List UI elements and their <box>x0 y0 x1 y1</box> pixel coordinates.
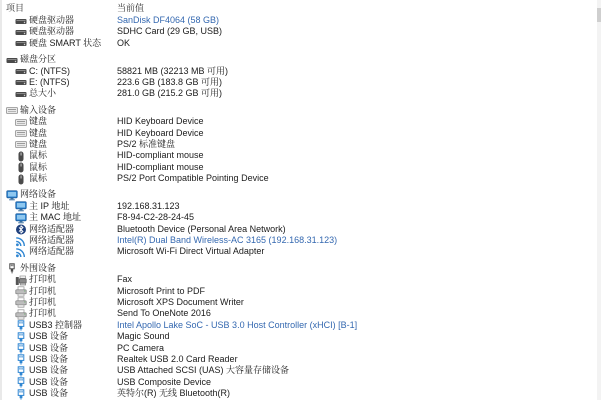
fax-icon <box>15 275 27 286</box>
device-label: 网络适配器 <box>29 235 75 246</box>
section-header-row[interactable] <box>2 263 597 274</box>
device-label: 打印机 <box>29 296 57 307</box>
device-row[interactable] <box>2 235 597 246</box>
hdd-icon <box>15 77 27 88</box>
hdd-icon <box>15 16 27 27</box>
monitor-icon <box>15 201 27 212</box>
device-value: F8-94-C2-28-24-45 <box>117 212 195 223</box>
device-label: USB 设备 <box>29 331 69 342</box>
device-value: Send To OneNote 2016 <box>117 308 211 319</box>
monitor-icon <box>6 190 18 201</box>
device-row[interactable] <box>2 377 597 388</box>
device-value: USB Attached SCSI (UAS) 大容量存储设备 <box>117 365 290 376</box>
device-label: USB 设备 <box>29 388 69 399</box>
device-row[interactable] <box>2 365 597 376</box>
wireless-icon <box>15 236 27 247</box>
device-label: USB 设备 <box>29 376 69 387</box>
hdd-icon <box>15 89 27 100</box>
device-row[interactable] <box>2 26 597 37</box>
device-row[interactable] <box>2 308 597 319</box>
device-value-link[interactable]: SanDisk DF4064 (58 GB) <box>117 15 220 25</box>
device-section <box>2 263 597 400</box>
hdd-icon <box>15 27 27 38</box>
keyboard-icon <box>6 105 18 116</box>
device-label: C: (NTFS) <box>29 65 70 76</box>
wireless-icon <box>15 247 27 258</box>
device-label: 打印机 <box>29 285 57 296</box>
mouse-icon <box>15 162 27 173</box>
scrollbar-thumb[interactable] <box>597 8 601 22</box>
device-value: PS/2 标准键盘 <box>117 138 176 149</box>
device-value: 英特尔(R) 无线 Bluetooth(R) <box>117 388 231 399</box>
section-title: 网络设备 <box>20 189 57 200</box>
device-row[interactable] <box>2 173 597 184</box>
usb-icon <box>15 354 27 365</box>
device-label: 硬盘驱动器 <box>29 26 75 37</box>
device-section <box>2 189 597 257</box>
device-row[interactable] <box>2 388 597 399</box>
device-value: USB Composite Device <box>117 376 212 387</box>
device-value: HID Keyboard Device <box>117 116 204 127</box>
device-label: USB3 控制器 <box>29 319 83 330</box>
usb-icon <box>15 389 27 400</box>
device-label: 硬盘驱动器 <box>29 15 75 25</box>
section-header-row[interactable] <box>2 54 597 65</box>
device-value: HID Keyboard Device <box>117 127 204 138</box>
column-header-row <box>2 2 597 14</box>
device-value: HID-compliant mouse <box>117 161 204 172</box>
device-label: 鼠标 <box>29 173 48 184</box>
printer-icon <box>15 286 27 297</box>
device-label: USB 设备 <box>29 342 69 353</box>
monitor-icon <box>15 213 27 224</box>
device-row[interactable] <box>2 212 597 223</box>
device-value-link[interactable]: Intel Apollo Lake SoC - USB 3.0 Host Controller (xHCI) [B-1] <box>117 319 358 330</box>
keyboard-icon <box>15 117 27 128</box>
device-row[interactable] <box>2 116 597 127</box>
device-value: 223.6 GB (183.8 GB 可用) <box>117 76 223 87</box>
device-section <box>2 15 597 49</box>
device-label: 打印机 <box>29 308 57 319</box>
device-row[interactable] <box>2 77 597 88</box>
device-row[interactable] <box>2 297 597 308</box>
device-value: 58821 MB (32213 MB 可用) <box>117 65 229 76</box>
device-value: HID-compliant mouse <box>117 150 204 161</box>
usb-icon <box>15 332 27 343</box>
device-row[interactable] <box>2 66 597 77</box>
device-row[interactable] <box>2 354 597 365</box>
device-report <box>2 0 597 400</box>
usb-icon <box>15 377 27 388</box>
device-value: Microsoft Print to PDF <box>117 285 206 296</box>
device-label: 鼠标 <box>29 150 48 161</box>
device-label: 打印机 <box>29 274 57 285</box>
device-row[interactable] <box>2 246 597 257</box>
device-row[interactable] <box>2 331 597 342</box>
device-row[interactable] <box>2 15 597 26</box>
device-section <box>2 105 597 185</box>
device-label: 网络适配器 <box>29 223 75 234</box>
device-row[interactable] <box>2 274 597 285</box>
device-value: Bluetooth Device (Personal Area Network) <box>117 223 286 234</box>
device-label: USB 设备 <box>29 365 69 376</box>
device-row[interactable] <box>2 201 597 212</box>
bluetooth-icon <box>15 224 27 235</box>
plug-icon <box>6 263 18 274</box>
usb-icon <box>15 366 27 377</box>
device-value: 281.0 GB (215.2 GB 可用) <box>117 88 223 99</box>
device-value: Realtek USB 2.0 Card Reader <box>117 353 238 364</box>
device-label: E: (NTFS) <box>29 76 70 87</box>
device-value: Fax <box>117 274 133 285</box>
device-list <box>2 15 597 400</box>
scrollbar[interactable] <box>597 0 601 400</box>
device-row[interactable] <box>2 150 597 161</box>
section-title: 外围设备 <box>20 262 57 273</box>
device-value: Microsoft Wi-Fi Direct Virtual Adapter <box>117 246 265 257</box>
usb-icon <box>15 320 27 331</box>
device-row[interactable] <box>2 343 597 354</box>
keyboard-icon <box>15 139 27 150</box>
device-value: SDHC Card (29 GB, USB) <box>117 26 223 37</box>
device-label: 网络适配器 <box>29 246 75 257</box>
device-value: Magic Sound <box>117 331 170 342</box>
printer-icon <box>15 297 27 308</box>
device-row[interactable] <box>2 224 597 235</box>
device-label: 总大小 <box>29 88 57 99</box>
device-section <box>2 54 597 100</box>
hdd-icon <box>6 55 18 66</box>
device-value: Microsoft XPS Document Writer <box>117 296 244 307</box>
device-label: 键盘 <box>29 138 48 149</box>
device-value: PS/2 Port Compatible Pointing Device <box>117 173 269 184</box>
usb-icon <box>15 343 27 354</box>
device-row[interactable] <box>2 286 597 297</box>
device-value: OK <box>117 37 131 48</box>
printer-icon <box>15 309 27 320</box>
section-header-row[interactable] <box>2 189 597 200</box>
device-label: 鼠标 <box>29 161 48 172</box>
hdd-icon <box>15 66 27 77</box>
mouse-icon <box>15 151 27 162</box>
section-title: 输入设备 <box>20 104 57 115</box>
device-row[interactable] <box>2 139 597 150</box>
device-label: 主 MAC 地址 <box>29 212 82 223</box>
device-label: 硬盘 SMART 状态 <box>29 37 102 48</box>
device-row[interactable] <box>2 128 597 139</box>
keyboard-icon <box>15 128 27 139</box>
device-row[interactable] <box>2 320 597 331</box>
section-header-row[interactable] <box>2 105 597 116</box>
section-title: 磁盘分区 <box>20 54 57 65</box>
device-value: PC Camera <box>117 342 165 353</box>
device-row[interactable] <box>2 162 597 173</box>
device-label: 键盘 <box>29 116 48 127</box>
mouse-icon <box>15 174 27 185</box>
device-value-link[interactable]: Intel(R) Dual Band Wireless-AC 3165 (192.168.31.123) <box>117 235 338 246</box>
hdd-icon <box>15 38 27 49</box>
device-value: 192.168.31.123 <box>117 200 180 211</box>
device-label: 键盘 <box>29 127 48 138</box>
column-header-item[interactable]: 项目 <box>6 3 25 13</box>
device-row[interactable] <box>2 88 597 99</box>
device-row[interactable] <box>2 38 597 49</box>
device-label: 主 IP 地址 <box>29 200 70 211</box>
device-label: USB 设备 <box>29 353 69 364</box>
column-header-value[interactable]: 当前值 <box>117 3 145 13</box>
